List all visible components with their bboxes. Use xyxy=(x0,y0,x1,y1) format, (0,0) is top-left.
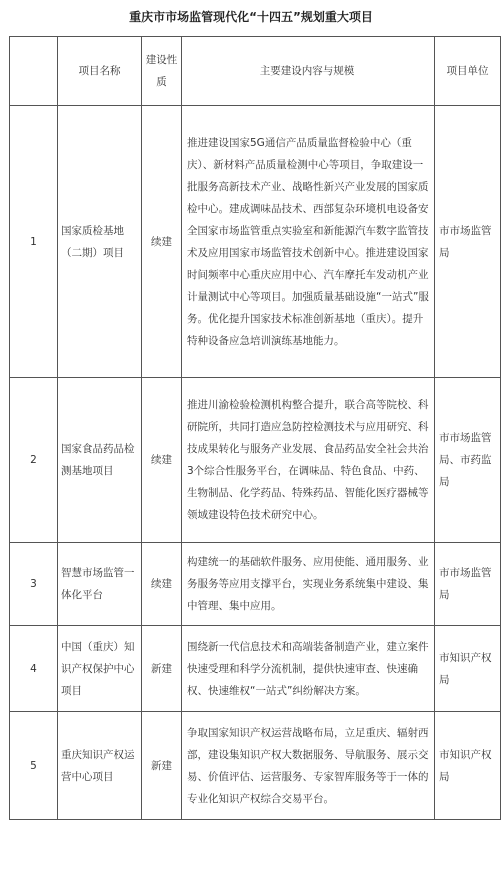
cell-unit: 市知识产权局 xyxy=(435,712,501,820)
header-index xyxy=(10,37,58,106)
cell-index: 5 xyxy=(10,712,58,820)
cell-unit: 市市场监管局、市药监局 xyxy=(435,378,501,543)
table-row xyxy=(10,106,501,378)
cell-type: 续建 xyxy=(142,378,182,543)
header-type: 建设性质 xyxy=(142,37,182,106)
header-unit: 项目单位 xyxy=(435,37,501,106)
table-header-row xyxy=(10,37,501,106)
cell-name: 智慧市场监管一体化平台 xyxy=(58,543,142,626)
cell-index: 2 xyxy=(10,378,58,543)
projects-table xyxy=(9,36,501,820)
cell-unit: 市市场监管局 xyxy=(435,106,501,378)
cell-index: 1 xyxy=(10,106,58,378)
page-title: 重庆市市场监管现代化“十四五”规划重大项目 xyxy=(129,10,373,24)
cell-name: 国家质检基地（二期）项目 xyxy=(58,106,142,378)
cell-content: 推进建设国家5G通信产品质量监督检验中心（重庆）、新材料产品质量检测中心等项目，争取建设一批服务高新技术产业、战略性新兴产业发展的国家质检中心。建成调味品技术、西部复杂环境机电设备安全国家市场监管重点实验室和新能源汽车数字监管技术及应用国家市场监管技术创新中心。推进建设国家时间频率中心重庆应用中心、汽车摩托车发动机产业计量测试中心等项目。加强质量基础设施“一站式”服务。优化提升国家技术标准创新基地（重庆）。提升特种设备应急培训演练基地能力。 xyxy=(182,106,435,378)
cell-name: 重庆知识产权运营中心项目 xyxy=(58,712,142,820)
cell-content: 争取国家知识产权运营战略布局，立足重庆、辐射西部，建设集知识产权大数据服务、导航服务、展示交易、价值评估、运营服务、专家智库服务等于一体的专业化知识产权综合交易平台。 xyxy=(182,712,435,820)
cell-content: 围绕新一代信息技术和高端装备制造产业，建立案件快速受理和科学分流机制，提供快速审查、快速确权、快速维权“一站式”纠纷解决方案。 xyxy=(182,626,435,712)
header-name: 项目名称 xyxy=(58,37,142,106)
cell-index: 4 xyxy=(10,626,58,712)
cell-type: 续建 xyxy=(142,543,182,626)
cell-type: 新建 xyxy=(142,712,182,820)
cell-unit: 市知识产权局 xyxy=(435,626,501,712)
cell-content: 推进川渝检验检测机构整合提升，联合高等院校、科研院所，共同打造应急防控检测技术与应用研究、科技成果转化与服务产业发展、食品药品安全社会共治3个综合性服务平台，在调味品、特色食品、中药、生物制品、化学药品、特殊药品、智能化医疗器械等领域建设特色技术研究中心。 xyxy=(182,378,435,543)
cell-name: 中国（重庆）知识产权保护中心项目 xyxy=(58,626,142,712)
header-content: 主要建设内容与规模 xyxy=(182,37,435,106)
table-row xyxy=(10,626,501,712)
table-row xyxy=(10,378,501,543)
cell-content: 构建统一的基础软件服务、应用使能、通用服务、业务服务等应用支撑平台，实现业务系统集中建设、集中管理、集中应用。 xyxy=(182,543,435,626)
cell-type: 续建 xyxy=(142,106,182,378)
cell-unit: 市市场监管局 xyxy=(435,543,501,626)
cell-name: 国家食品药品检测基地项目 xyxy=(58,378,142,543)
cell-type: 新建 xyxy=(142,626,182,712)
table-row xyxy=(10,712,501,820)
cell-index: 3 xyxy=(10,543,58,626)
table-row xyxy=(10,543,501,626)
